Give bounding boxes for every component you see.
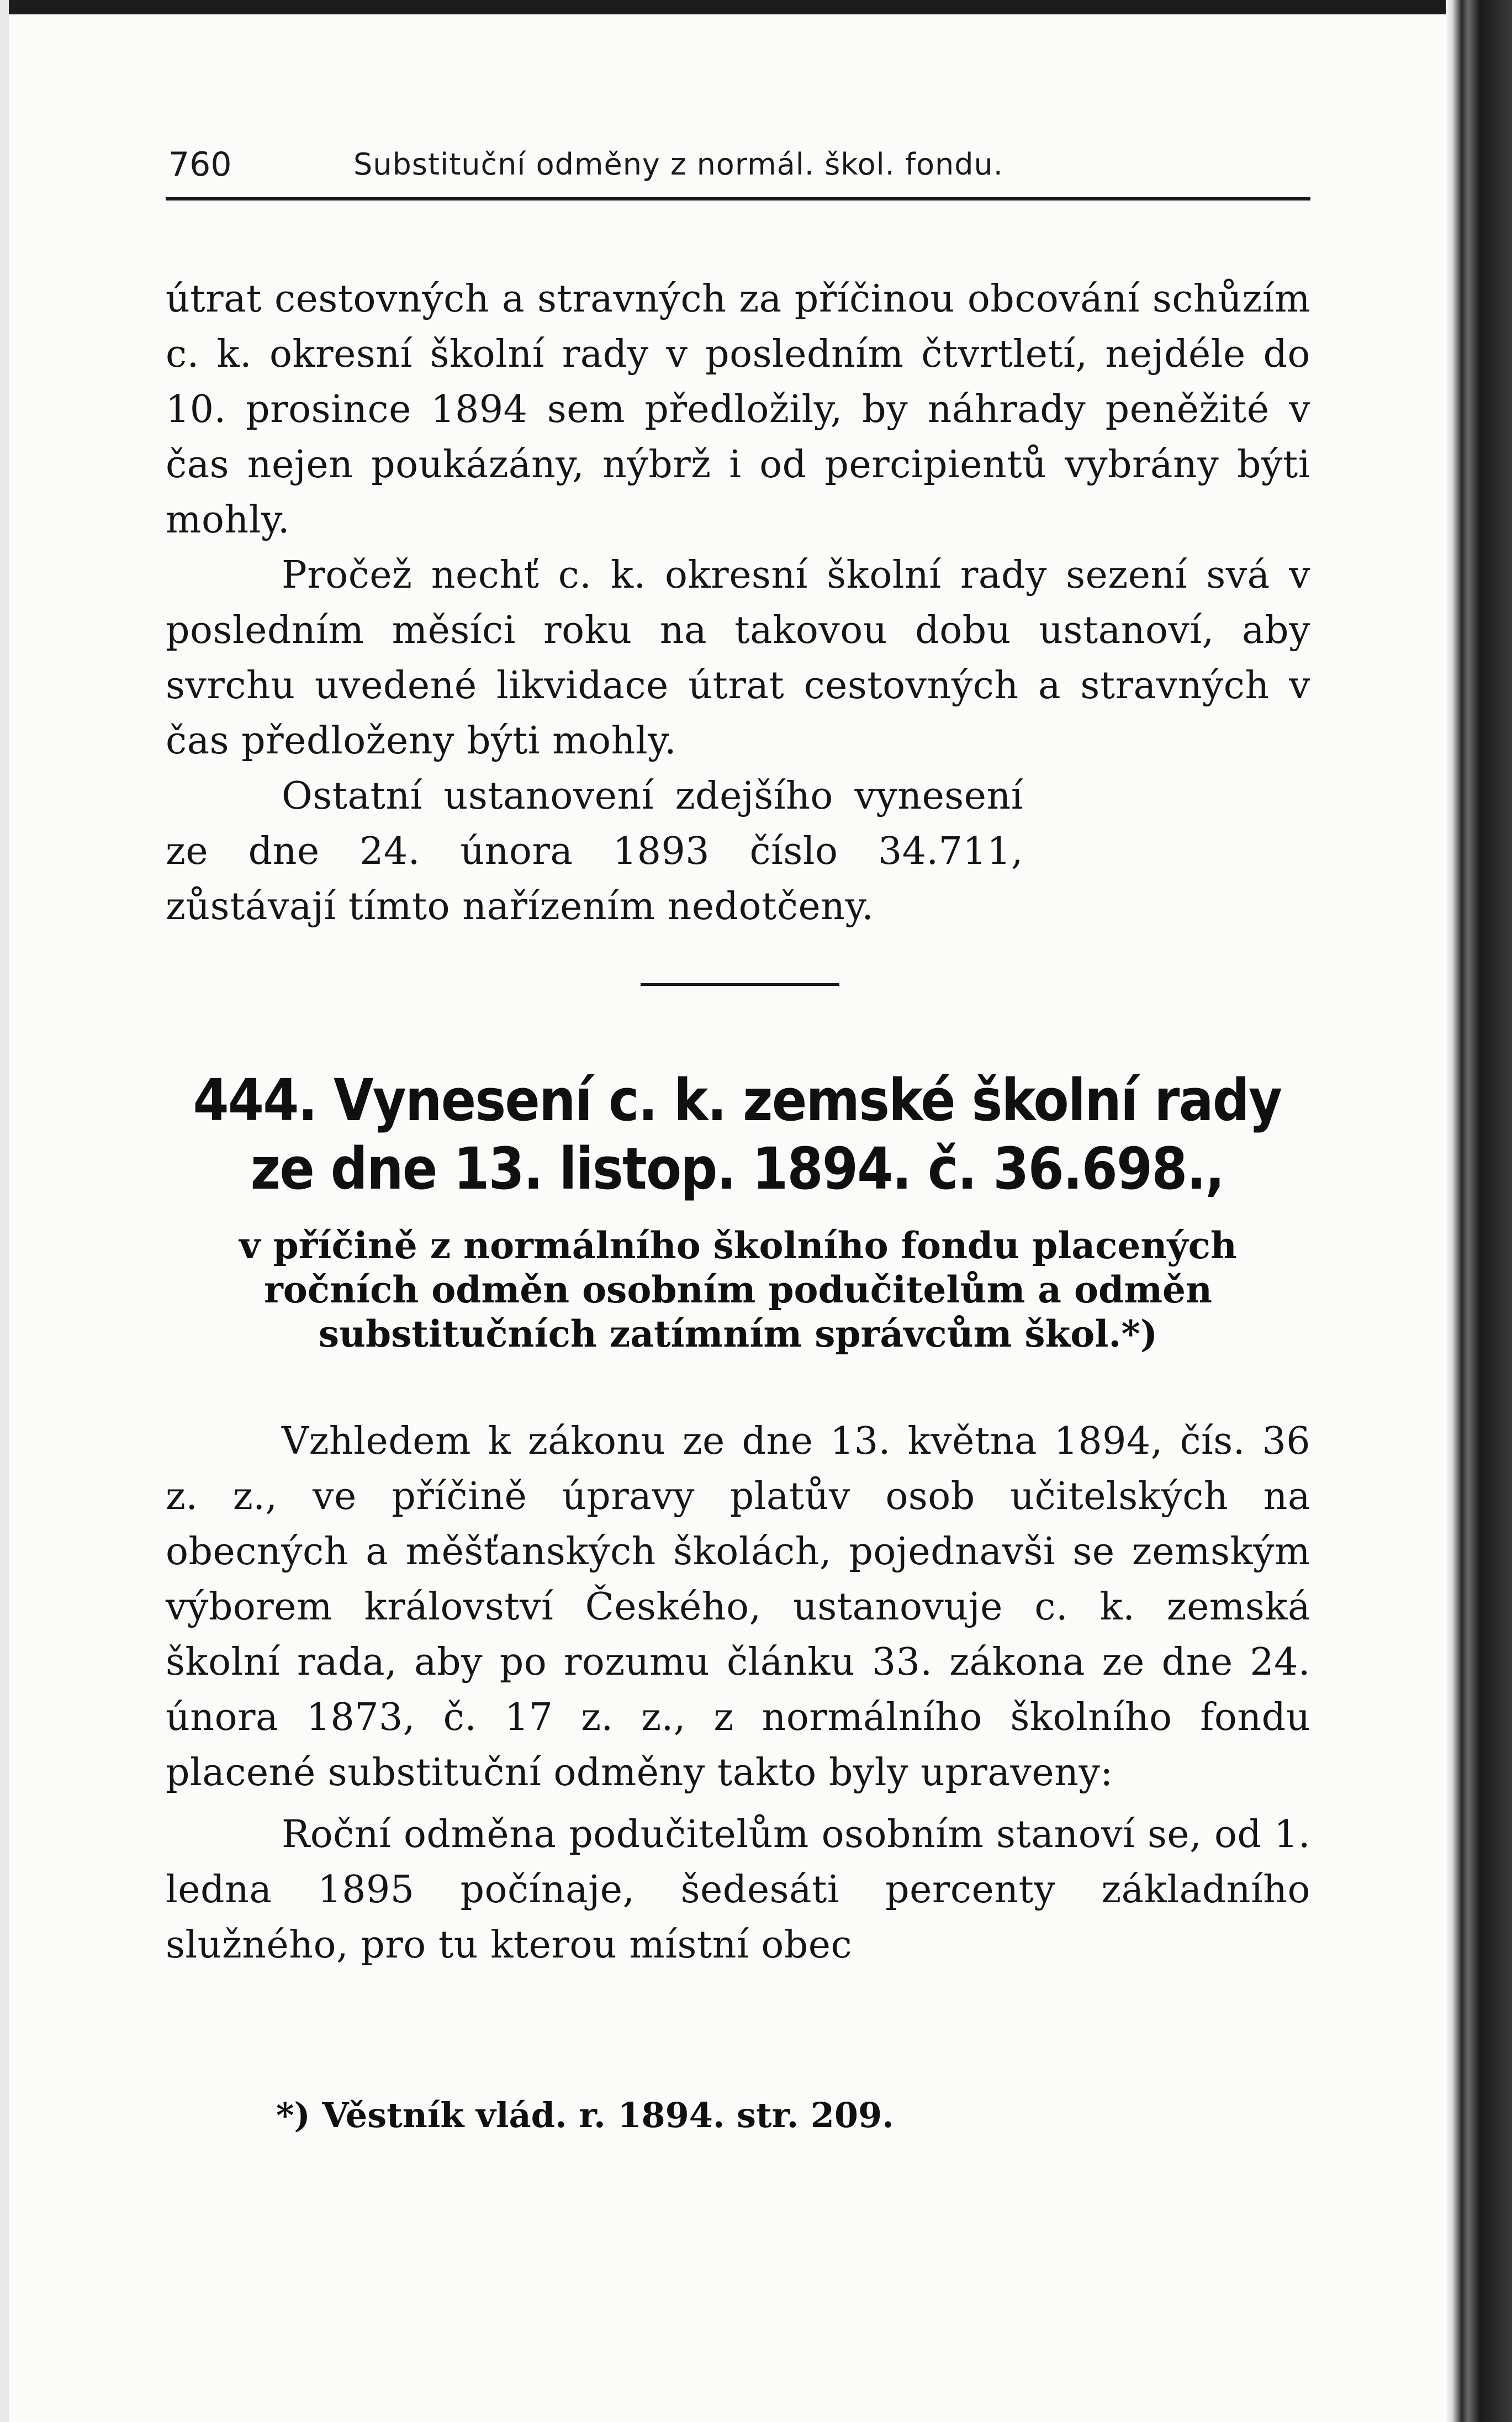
header-rule	[166, 197, 1310, 200]
continuation-text	[166, 272, 1310, 935]
running-title: Substituční odměny z normál. škol. fondu.	[353, 147, 1003, 182]
continuation-paragraph-3: Ostatní ustanovení zdejšího vynesení ze dne 24. února 1893 číslo 34.711, zůstávají tímto nařízením nedotčeny.	[166, 774, 1023, 928]
section-subtitle: v příčině z normálního školního fondu placených ročních odměn osobním podučitelům a odměn substitučních zatímním správcům škol.*)	[239, 1224, 1237, 1355]
section-title-line-2: ze dne 13. listop. 1894. č. 36.698.,	[250, 1135, 1224, 1202]
page-header	[168, 143, 1303, 187]
section-title-line-1: 444. Vynesení c. k. zemské školní rady	[193, 1067, 1282, 1134]
footnote: *) Věstník vlád. r. 1894. str. 209.	[276, 2095, 894, 2135]
scan-border-right	[1446, 0, 1512, 2422]
scan-border-left	[0, 0, 9, 2422]
decree-paragraph-2: Roční odměna podučitelům osobním stanoví se, od 1. ledna 1895 počínaje, šedesáti percenty základního služného, pro tu kterou místní obec	[166, 1813, 1310, 1967]
section-divider	[641, 983, 839, 986]
continuation-paragraph-2: Pročež nechť c. k. okresní školní rady sezení svá v posledním měsíci roku na takovou dobu ustanoví, aby svrchu uvedené likvidace útrat cestovných a stravných v čas předloženy býti mohly.	[166, 553, 1310, 763]
decree-paragraph-1: Vzhledem k zákonu ze dne 13. května 1894, čís. 36 z. z., ve příčině úpravy platův osob učitelských na obecných a měšťanských školách, pojednavši se zemským výborem království Českého, ustanovuje c. k. zemská školní rada, aby po rozumu článku 33. zákona ze dne 24. února 1873, č. 17 z. z., z normálního školního fondu placené substituční odměny takto byly upraveny:	[166, 1420, 1310, 1795]
section-title	[160, 1066, 1314, 1203]
page-number: 760	[168, 145, 232, 184]
decree-text	[166, 1414, 1310, 1973]
scan-border-top	[0, 0, 1512, 14]
continuation-paragraph-1: útrat cestovných a stravných za příčinou obcování schůzím c. k. okresní školní rady v posledním čtvrtletí, nejdéle do 10. prosince 1894 sem předložily, by náhrady peněžité v čas nejen poukázány, nýbrž i od percipientů vybrány býti mohly.	[166, 277, 1310, 542]
